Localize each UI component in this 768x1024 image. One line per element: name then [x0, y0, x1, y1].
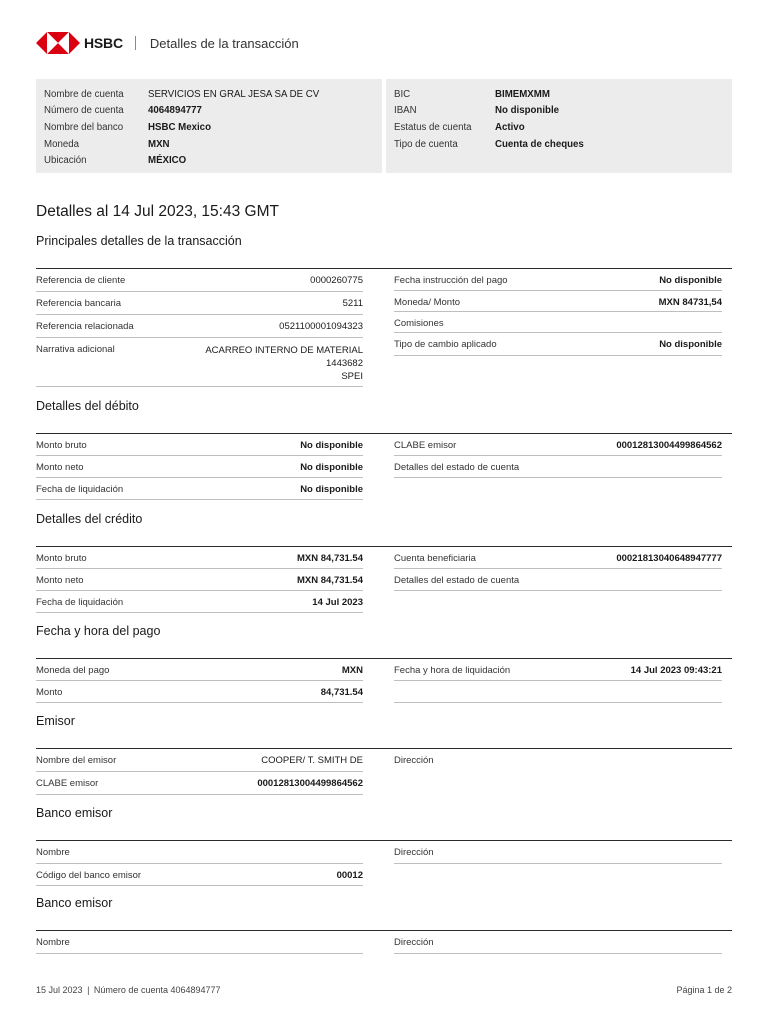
field-row — [394, 841, 722, 864]
info-label: Tipo de cuenta — [394, 138, 458, 150]
brand-name: HSBC — [84, 35, 123, 51]
info-value: 4064894777 — [148, 105, 202, 117]
field-value: No disponible — [659, 275, 722, 286]
info-label: IBAN — [394, 105, 417, 117]
field-value: 00012 — [336, 870, 363, 881]
debito-left-column — [36, 434, 363, 500]
field-row — [36, 547, 363, 569]
info-value: MXN — [148, 138, 170, 150]
field-row — [394, 569, 722, 591]
field-value: No disponible — [300, 462, 363, 473]
field-label: CLABE emisor — [36, 778, 99, 789]
banco-emisor-2-left-column — [36, 931, 363, 954]
credito-right-column — [394, 547, 722, 591]
principales-left-column — [36, 269, 363, 387]
field-label: Moneda del pago — [36, 665, 110, 676]
field-label: Monto neto — [36, 575, 84, 586]
field-value: No disponible — [300, 484, 363, 495]
section-title-debito: Detalles del débito — [36, 399, 139, 413]
field-label: Tipo de cambio aplicado — [394, 339, 497, 350]
field-label: Monto — [36, 687, 63, 698]
info-value: BIMEMXMM — [495, 88, 550, 100]
info-value: Activo — [495, 121, 525, 133]
footer — [36, 985, 732, 995]
info-label: Nombre del banco — [44, 121, 124, 133]
field-row — [394, 931, 722, 954]
field-label: Monto bruto — [36, 553, 87, 564]
info-row — [394, 119, 732, 136]
field-row — [36, 864, 363, 886]
section-title-pago: Fecha y hora del pago — [36, 624, 161, 638]
info-label: Ubicación — [44, 155, 87, 167]
field-value: MXN — [341, 665, 363, 676]
section-title-banco-emisor: Banco emisor — [36, 806, 113, 820]
info-label: BIC — [394, 88, 411, 100]
info-label: Moneda — [44, 138, 80, 150]
account-info — [36, 79, 732, 173]
field-label: Referencia bancaria — [36, 298, 122, 309]
section-title-credito: Detalles del crédito — [36, 512, 143, 526]
field-row — [36, 841, 363, 864]
debito-right-column — [394, 434, 722, 478]
field-value: MXN 84,731.54 — [296, 553, 363, 564]
footer-account: Número de cuenta 4064894777 — [93, 985, 221, 995]
header — [36, 31, 299, 55]
field-row — [36, 749, 363, 772]
footer-separator: | — [87, 985, 90, 995]
field-label: Comisiones — [394, 318, 444, 329]
field-row — [36, 659, 363, 681]
info-row — [394, 86, 732, 103]
field-value: 0521100001094323 — [279, 321, 363, 332]
field-label: Nombre — [36, 847, 70, 858]
principales-right-column — [394, 269, 722, 356]
info-row — [44, 103, 382, 120]
info-row — [394, 136, 732, 153]
info-value: HSBC Mexico — [148, 121, 211, 133]
field-value: 14 Jul 2023 09:43:21 — [630, 665, 722, 676]
field-row — [394, 659, 722, 681]
field-label: Nombre del emisor — [36, 755, 117, 766]
field-label: Moneda/ Monto — [394, 297, 461, 308]
field-row — [394, 456, 722, 478]
field-label: Dirección — [394, 755, 434, 766]
info-row — [44, 86, 382, 103]
field-label: Dirección — [394, 937, 434, 948]
info-label: Nombre de cuenta — [44, 88, 124, 100]
field-label: Narrativa adicional — [36, 344, 115, 355]
section-title-emisor: Emisor — [36, 714, 75, 728]
field-row — [394, 749, 722, 771]
field-row — [36, 569, 363, 591]
field-row — [36, 315, 363, 338]
field-row — [36, 931, 363, 954]
field-value: 00012813004499864562 — [257, 778, 363, 789]
field-row — [36, 456, 363, 478]
details-heading: Detalles al 14 Jul 2023, 15:43 GMT — [36, 203, 279, 220]
field-value: MXN 84731,54 — [658, 297, 722, 308]
field-label: Monto neto — [36, 462, 84, 473]
field-value: 0000260775 — [310, 275, 363, 286]
account-info-left — [36, 79, 382, 173]
info-value: SERVICIOS EN GRAL JESA SA DE CV — [148, 88, 320, 100]
field-label: Fecha de liquidación — [36, 484, 124, 495]
header-divider — [135, 36, 136, 50]
credito-left-column — [36, 547, 363, 613]
field-row — [36, 269, 363, 292]
banco-emisor-left-column — [36, 841, 363, 886]
page-title: Detalles de la transacción — [149, 35, 299, 51]
info-value: MÉXICO — [148, 155, 187, 167]
hsbc-logo — [36, 32, 80, 54]
field-label: Detalles del estado de cuenta — [394, 575, 520, 586]
field-row — [394, 291, 722, 312]
info-value: Cuenta de cheques — [495, 138, 584, 150]
field-row — [36, 681, 363, 703]
banco-emisor-2-right-column — [394, 931, 722, 954]
field-row — [36, 478, 363, 500]
field-row — [394, 547, 722, 569]
field-value: No disponible — [300, 440, 363, 451]
field-value: 00012813004499864562 — [616, 440, 722, 451]
field-value: COOPER/ T. SMITH DE — [261, 755, 363, 766]
field-value: No disponible — [659, 339, 722, 350]
field-label: Fecha instrucción del pago — [394, 275, 508, 286]
banco-emisor-right-column — [394, 841, 722, 864]
emisor-right-column — [394, 749, 722, 771]
field-row — [394, 269, 722, 291]
info-row — [44, 152, 382, 169]
info-label: Número de cuenta — [44, 105, 124, 117]
footer-date: 15 Jul 2023 — [36, 985, 83, 995]
hsbc-hexagon-icon — [36, 32, 80, 54]
field-label: Referencia de cliente — [36, 275, 126, 286]
field-row — [36, 591, 363, 613]
info-row — [44, 136, 382, 153]
field-label: Referencia relacionada — [36, 321, 134, 332]
field-row — [36, 772, 363, 795]
field-row — [394, 434, 722, 456]
field-label: Cuenta beneficiaria — [394, 553, 476, 564]
field-row — [394, 333, 722, 356]
pago-right-column — [394, 659, 722, 703]
field-row — [394, 312, 722, 333]
info-value: No disponible — [495, 105, 560, 117]
field-label: Monto bruto — [36, 440, 87, 451]
info-label: Estatus de cuenta — [394, 121, 472, 133]
field-value: 14 Jul 2023 — [312, 597, 363, 608]
emisor-left-column — [36, 749, 363, 795]
field-label: Código del banco emisor — [36, 870, 142, 881]
field-value: 5211 — [342, 298, 363, 309]
section-title-banco-emisor-2: Banco emisor — [36, 896, 113, 910]
field-value: 84,731.54 — [320, 687, 363, 698]
field-label: Fecha y hora de liquidación — [394, 665, 511, 676]
field-row — [394, 681, 722, 703]
info-row — [44, 119, 382, 136]
field-label: CLABE emisor — [394, 440, 457, 451]
field-value: MXN 84,731.54 — [296, 575, 363, 586]
field-value: ACARREO INTERNO DE MATERIAL 1443682 SPEI — [205, 345, 363, 382]
field-row — [36, 292, 363, 315]
field-value: 00021813040648947777 — [616, 553, 722, 564]
field-label: Fecha de liquidación — [36, 597, 124, 608]
section-title-principales: Principales detalles de la transacción — [36, 234, 242, 248]
page-number: Página 1 de 2 — [676, 985, 732, 995]
account-info-right — [386, 79, 732, 173]
footer-left — [36, 985, 221, 995]
field-row — [36, 338, 363, 387]
field-label: Dirección — [394, 847, 434, 858]
field-label: Detalles del estado de cuenta — [394, 462, 520, 473]
info-row — [394, 103, 732, 120]
pago-left-column — [36, 659, 363, 703]
field-row — [36, 434, 363, 456]
field-label: Nombre — [36, 937, 70, 948]
